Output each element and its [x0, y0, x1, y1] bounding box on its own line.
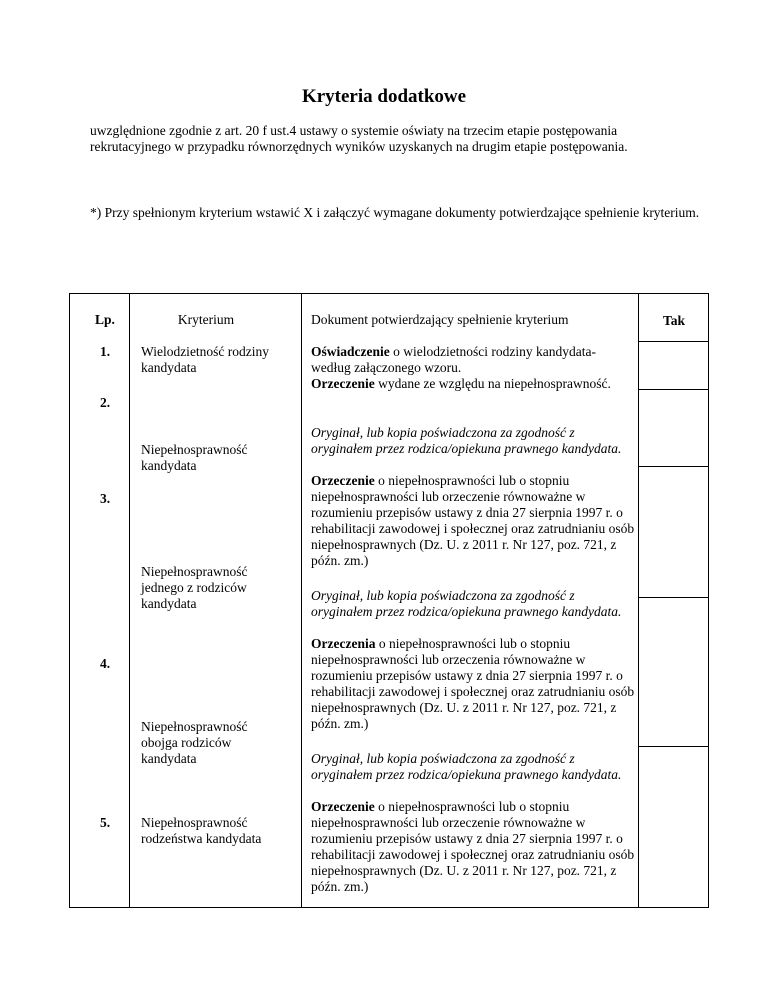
row-dokument-2 [311, 376, 636, 392]
row-dokument-3 [311, 473, 636, 569]
criteria-table [69, 293, 709, 908]
doc-1-text: o wielodzietności rodziny kandydata- według załączonego wzoru. [311, 344, 596, 375]
table-divider [639, 341, 709, 342]
table-divider [638, 294, 639, 907]
row-kryterium-3: Niepełnosprawność jednego z rodziców kandydata [141, 564, 248, 611]
row-dokument-copy-note [311, 588, 636, 620]
row-kryterium-4: Niepełnosprawność obojga rodziców kandydata [141, 719, 248, 766]
doc-3-bold: Orzeczenie [311, 473, 375, 488]
copy-note-3: Oryginał, lub kopia poświadczona za zgodność z oryginałem przez rodzica/opiekuna prawnego kandydata. [311, 751, 622, 782]
doc-4-text: o niepełnosprawności lub o stopniu niepełnosprawności lub orzeczenia równoważne w rozumieniu przepisów ustawy z dnia 27 sierpnia 1997 r. o rehabilitacji zawodowej i społecznej oraz zatrudnianiu osób niepełnosprawnych (Dz. U. z 2011 r. Nr 127, poz. 721, z późn. zm.) [311, 636, 635, 731]
header-tak: Tak [662, 313, 686, 328]
header-kryterium: Kryterium [177, 312, 235, 327]
header-lp: Lp. [95, 312, 115, 327]
row-kryterium-1: Wielodzietność rodziny kandydata [141, 344, 270, 375]
doc-5-text: o niepełnosprawności lub o stopniu niepełnosprawności lub orzeczenie równoważne w rozumieniu przepisów ustawy z dnia 27 sierpnia 1997 r. o rehabilitacji zawodowej i społecznej oraz zatrudnianiu osób niepełnosprawnych (Dz. U. z 2011 r. Nr 127, poz. 721, z późn. zm.) [311, 799, 635, 894]
row-lp-1: 1. [99, 344, 111, 359]
row-kryterium-5: Niepełnosprawność rodzeństwa kandydata [141, 815, 262, 846]
copy-note-1: Oryginał, lub kopia poświadczona za zgodność z oryginałem przez rodzica/opiekuna prawnego kandydata. [311, 425, 622, 456]
row-lp-4: 4. [99, 656, 111, 671]
row-dokument-copy-note [311, 751, 636, 783]
doc-5-bold: Orzeczenie [311, 799, 375, 814]
table-divider [639, 597, 709, 598]
copy-note-2: Oryginał, lub kopia poświadczona za zgodność z oryginałem przez rodzica/opiekuna prawnego kandydata. [311, 588, 622, 619]
table-divider [639, 389, 709, 390]
table-divider [639, 466, 709, 467]
row-lp-3: 3. [99, 491, 111, 506]
row-dokument-copy-note [311, 425, 636, 457]
doc-1-bold: Oświadczenie [311, 344, 390, 359]
row-dokument-1 [311, 344, 636, 376]
doc-2-text: wydane ze względu na niepełnosprawność. [374, 376, 611, 391]
row-lp-5: 5. [99, 815, 111, 830]
row-dokument-4 [311, 636, 636, 732]
doc-2-bold: Orzeczenie [311, 376, 375, 391]
row-dokument-5 [311, 799, 636, 895]
doc-4-bold: Orzeczenia [311, 636, 376, 651]
page-title: Kryteria dodatkowe [301, 86, 467, 107]
doc-3-text: o niepełnosprawności lub o stopniu niepełnosprawności lub orzeczenie równoważne w rozumieniu przepisów ustawy z dnia 27 sierpnia 1997 r. o rehabilitacji zawodowej i społecznej oraz zatrudnianiu osób niepełnosprawnych (Dz. U. z 2011 r. Nr 127, poz. 721, z późn. zm.) [311, 473, 635, 568]
row-kryterium-2: Niepełnosprawność kandydata [141, 442, 248, 473]
intro-text: uwzględnione zgodnie z art. 20 f ust.4 ustawy o systemie oświaty na trzecim etapie postępowania rekrutacyjnego w przypadku równorzędnych wyników uzyskanych na drugim etapie postępowania. [90, 123, 628, 154]
instruction-note: *) Przy spełnionym kryterium wstawić X i załączyć wymagane dokumenty potwierdzające spełnienie kryterium. [90, 205, 700, 220]
row-lp-2: 2. [99, 395, 111, 410]
header-dokument: Dokument potwierdzający spełnienie kryterium [311, 312, 569, 327]
table-divider [301, 294, 302, 907]
table-divider [639, 746, 709, 747]
